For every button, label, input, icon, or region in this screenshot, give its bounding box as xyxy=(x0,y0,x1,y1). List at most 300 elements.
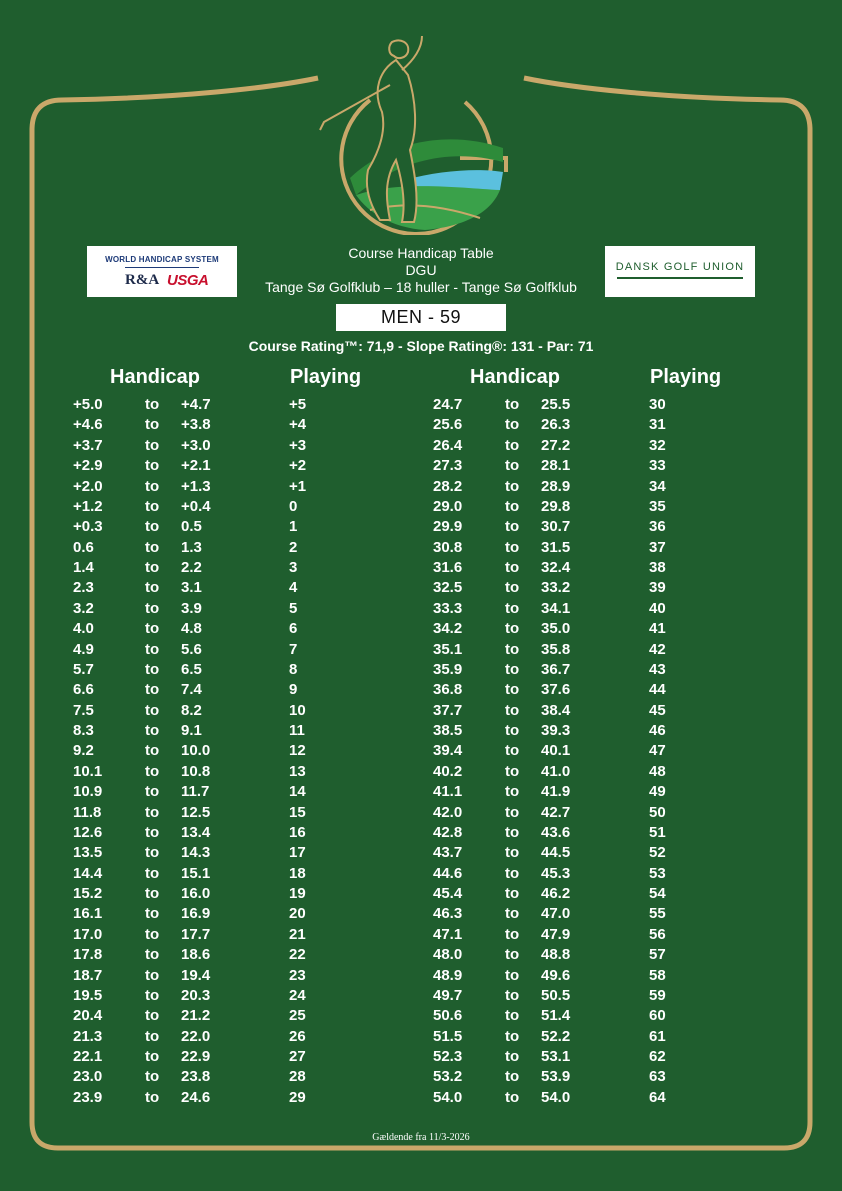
left-handicap-from: 4.0 xyxy=(73,620,94,638)
left-playing-value: 24 xyxy=(289,986,306,1004)
left-handicap-from: 17.8 xyxy=(73,946,103,964)
left-playing-value: 26 xyxy=(289,1027,306,1045)
right-playing-value: 41 xyxy=(649,620,666,638)
right-handicap-to: 43.6 xyxy=(541,823,571,841)
right-handicap-from: 46.3 xyxy=(433,905,463,923)
right-handicap-from: 43.7 xyxy=(433,844,463,862)
left-playing-value: 16 xyxy=(289,823,306,841)
left-handicap-from: 21.3 xyxy=(73,1027,103,1045)
right-to-label: to xyxy=(505,579,520,597)
table-row xyxy=(0,986,842,1006)
left-handicap-from: 14.4 xyxy=(73,864,103,882)
right-playing-value: 44 xyxy=(649,681,666,699)
left-handicap-to: 16.9 xyxy=(181,905,211,923)
right-handicap-from: 42.0 xyxy=(433,803,463,821)
right-playing-header: Playing xyxy=(650,366,722,388)
left-handicap-to: 4.8 xyxy=(181,620,202,638)
course-name: Tange Sø Golfklub – 18 huller - Tange Sø Golfklub xyxy=(265,279,577,295)
right-playing-value: 37 xyxy=(649,538,666,556)
right-to-label: to xyxy=(505,640,520,658)
right-playing-value: 42 xyxy=(649,640,666,658)
right-handicap-from: 26.4 xyxy=(433,436,463,454)
left-playing-value: 14 xyxy=(289,783,306,801)
right-handicap-from: 49.7 xyxy=(433,986,463,1004)
left-playing-value: 8 xyxy=(289,660,298,678)
table-row xyxy=(0,415,842,435)
right-playing-value: 53 xyxy=(649,864,666,882)
left-handicap-to: 11.7 xyxy=(181,783,210,801)
left-playing-value: 20 xyxy=(289,905,306,923)
right-handicap-from: 52.3 xyxy=(433,1048,463,1065)
right-playing-value: 64 xyxy=(649,1088,666,1106)
right-to-label: to xyxy=(505,559,520,576)
right-playing-value: 43 xyxy=(649,660,666,678)
right-playing-value: 57 xyxy=(649,946,666,964)
table-row xyxy=(0,497,842,517)
left-handicap-to: 3.1 xyxy=(181,579,202,597)
right-to-label: to xyxy=(505,599,520,617)
right-playing-value: 35 xyxy=(649,497,666,515)
left-handicap-from: 1.4 xyxy=(73,559,94,576)
right-handicap-from: 44.6 xyxy=(433,864,463,882)
table-row xyxy=(0,741,842,761)
left-playing-value: 11 xyxy=(289,722,305,739)
table-row xyxy=(0,477,842,497)
right-handicap-from: 38.5 xyxy=(433,722,463,739)
table-row xyxy=(0,721,842,741)
table-row xyxy=(0,640,842,660)
left-handicap-from: 19.5 xyxy=(73,986,103,1004)
right-handicap-from: 28.2 xyxy=(433,477,463,495)
right-handicap-from: 41.1 xyxy=(433,783,463,801)
left-handicap-from: 12.6 xyxy=(73,823,103,841)
right-playing-value: 48 xyxy=(649,762,666,780)
right-to-label: to xyxy=(505,518,520,536)
table-row xyxy=(0,1067,842,1087)
right-playing-value: 60 xyxy=(649,1007,666,1025)
usga-logo-text: USGA xyxy=(167,272,209,289)
left-to-label: to xyxy=(145,925,160,943)
right-handicap-header: Handicap xyxy=(470,366,561,388)
left-handicap-from: 6.6 xyxy=(73,681,94,699)
right-to-label: to xyxy=(505,660,520,678)
right-to-label: to xyxy=(505,864,520,882)
left-playing-value: 4 xyxy=(289,579,298,597)
left-to-label: to xyxy=(145,701,160,719)
right-handicap-from: 53.2 xyxy=(433,1068,463,1086)
left-handicap-to: 19.4 xyxy=(181,966,211,984)
left-to-label: to xyxy=(145,722,160,739)
left-playing-value: 2 xyxy=(289,538,298,556)
left-playing-value: 27 xyxy=(289,1048,306,1065)
left-to-label: to xyxy=(145,864,160,882)
right-playing-value: 49 xyxy=(649,783,666,801)
right-handicap-from: 30.8 xyxy=(433,538,463,556)
right-playing-value: 47 xyxy=(649,742,666,760)
left-handicap-header: Handicap xyxy=(110,366,201,388)
right-to-label: to xyxy=(505,396,520,413)
right-handicap-to: 27.2 xyxy=(541,436,571,454)
right-handicap-from: 50.6 xyxy=(433,1007,463,1025)
left-to-label: to xyxy=(145,559,160,576)
table-row xyxy=(0,884,842,904)
right-playing-value: 31 xyxy=(649,416,666,434)
table-row xyxy=(0,904,842,924)
right-handicap-to: 47.9 xyxy=(541,925,571,943)
table-row xyxy=(0,660,842,680)
right-handicap-to: 51.4 xyxy=(541,1007,571,1025)
right-to-label: to xyxy=(505,966,520,984)
left-to-label: to xyxy=(145,803,160,821)
left-playing-value: +3 xyxy=(289,436,307,454)
right-to-label: to xyxy=(505,497,520,515)
table-row xyxy=(0,558,842,578)
left-playing-value: 19 xyxy=(289,885,306,902)
left-handicap-from: 11.8 xyxy=(73,803,102,821)
right-handicap-to: 37.6 xyxy=(541,681,571,699)
left-to-label: to xyxy=(145,1068,160,1086)
right-handicap-from: 35.1 xyxy=(433,640,463,658)
left-to-label: to xyxy=(145,946,160,964)
whs-logo-divider xyxy=(125,267,199,268)
table-row xyxy=(0,803,842,823)
left-handicap-from: 23.9 xyxy=(73,1088,103,1106)
right-playing-value: 34 xyxy=(649,477,666,495)
left-handicap-to: 22.9 xyxy=(181,1048,211,1065)
right-playing-value: 45 xyxy=(649,701,666,719)
table-row xyxy=(0,578,842,598)
table-row xyxy=(0,456,842,476)
left-handicap-from: 15.2 xyxy=(73,885,103,902)
table-row xyxy=(0,864,842,884)
right-handicap-to: 47.0 xyxy=(541,905,571,923)
right-to-label: to xyxy=(505,477,520,495)
left-handicap-to: 10.0 xyxy=(181,742,211,760)
left-to-label: to xyxy=(145,986,160,1004)
left-to-label: to xyxy=(145,599,160,617)
left-handicap-from: +1.2 xyxy=(73,497,103,515)
left-handicap-to: 16.0 xyxy=(181,885,211,902)
left-playing-value: 9 xyxy=(289,681,298,699)
right-to-label: to xyxy=(505,885,520,902)
right-handicap-from: 51.5 xyxy=(433,1027,463,1045)
left-to-label: to xyxy=(145,823,160,841)
right-handicap-from: 45.4 xyxy=(433,885,463,902)
right-handicap-to: 32.4 xyxy=(541,559,571,576)
table-row xyxy=(0,599,842,619)
organization-name: DGU xyxy=(405,262,437,278)
table-row xyxy=(0,1088,842,1108)
right-handicap-to: 25.5 xyxy=(541,396,571,413)
right-to-label: to xyxy=(505,620,520,638)
right-handicap-from: 25.6 xyxy=(433,416,463,434)
right-handicap-from: 36.8 xyxy=(433,681,463,699)
right-handicap-to: 40.1 xyxy=(541,742,571,760)
right-playing-value: 38 xyxy=(649,559,666,576)
right-handicap-to: 49.6 xyxy=(541,966,571,984)
handicap-rows xyxy=(0,395,842,1108)
left-handicap-to: 6.5 xyxy=(181,660,202,678)
left-to-label: to xyxy=(145,681,160,699)
left-handicap-from: 4.9 xyxy=(73,640,94,658)
dansk-golf-union-logo xyxy=(605,246,755,297)
right-handicap-from: 35.9 xyxy=(433,660,463,678)
left-handicap-to: 7.4 xyxy=(181,681,202,699)
table-row xyxy=(0,1006,842,1026)
left-handicap-from: 23.0 xyxy=(73,1068,103,1086)
right-playing-value: 61 xyxy=(649,1027,666,1045)
left-handicap-from: +2.9 xyxy=(73,457,103,475)
left-to-label: to xyxy=(145,660,160,678)
left-to-label: to xyxy=(145,436,160,454)
left-handicap-from: 9.2 xyxy=(73,742,94,760)
table-title: Course Handicap Table xyxy=(348,245,494,261)
left-handicap-from: 13.5 xyxy=(73,844,103,862)
table-row xyxy=(0,823,842,843)
left-playing-value: 28 xyxy=(289,1068,306,1086)
right-playing-value: 55 xyxy=(649,905,666,923)
left-handicap-to: 5.6 xyxy=(181,640,202,658)
right-handicap-from: 32.5 xyxy=(433,579,463,597)
right-to-label: to xyxy=(505,986,520,1004)
table-row xyxy=(0,436,842,456)
left-playing-value: +2 xyxy=(289,457,307,475)
left-handicap-to: 13.4 xyxy=(181,823,211,841)
left-playing-value: 29 xyxy=(289,1088,306,1106)
dgu-logo-underline xyxy=(617,277,743,279)
right-playing-value: 54 xyxy=(649,885,666,902)
right-playing-value: 32 xyxy=(649,436,666,454)
right-playing-value: 56 xyxy=(649,925,666,943)
right-playing-value: 51 xyxy=(649,823,666,841)
left-to-label: to xyxy=(145,762,160,780)
left-handicap-to: 15.1 xyxy=(181,864,211,882)
right-playing-value: 63 xyxy=(649,1068,666,1086)
left-playing-value: 7 xyxy=(289,640,298,658)
left-handicap-to: 12.5 xyxy=(181,803,211,821)
table-row xyxy=(0,1047,842,1067)
left-handicap-to: +1.3 xyxy=(181,477,211,495)
table-row xyxy=(0,945,842,965)
left-handicap-from: +4.6 xyxy=(73,416,103,434)
valid-from-footer: Gældende fra 11/3-2026 xyxy=(372,1132,470,1143)
table-row xyxy=(0,762,842,782)
right-to-label: to xyxy=(505,946,520,964)
left-handicap-to: 21.2 xyxy=(181,1007,211,1025)
left-handicap-to: 3.9 xyxy=(181,599,202,617)
whs-logo-title: WORLD HANDICAP SYSTEM xyxy=(105,255,219,264)
left-playing-value: 12 xyxy=(289,742,306,760)
right-handicap-to: 35.8 xyxy=(541,640,571,658)
right-playing-value: 62 xyxy=(649,1048,666,1065)
left-to-label: to xyxy=(145,416,160,434)
right-to-label: to xyxy=(505,1027,520,1045)
left-handicap-from: 0.6 xyxy=(73,538,94,556)
right-handicap-from: 47.1 xyxy=(433,925,463,943)
left-to-label: to xyxy=(145,396,160,413)
left-handicap-to: +0.4 xyxy=(181,497,211,515)
right-to-label: to xyxy=(505,701,520,719)
left-playing-value: +5 xyxy=(289,396,307,413)
right-handicap-from: 48.0 xyxy=(433,946,463,964)
left-to-label: to xyxy=(145,518,160,536)
right-to-label: to xyxy=(505,457,520,475)
right-handicap-to: 50.5 xyxy=(541,986,571,1004)
left-playing-value: +4 xyxy=(289,416,307,434)
left-handicap-to: 9.1 xyxy=(181,722,202,739)
left-playing-value: +1 xyxy=(289,477,307,495)
left-handicap-from: 17.0 xyxy=(73,925,103,943)
left-handicap-from: +2.0 xyxy=(73,477,103,495)
right-to-label: to xyxy=(505,742,520,760)
left-handicap-from: 2.3 xyxy=(73,579,94,597)
left-handicap-from: 7.5 xyxy=(73,701,94,719)
left-handicap-to: 22.0 xyxy=(181,1027,211,1045)
right-handicap-to: 41.0 xyxy=(541,762,571,780)
left-handicap-from: +3.7 xyxy=(73,436,103,454)
table-row xyxy=(0,619,842,639)
table-row xyxy=(0,966,842,986)
dgu-logo-text: DANSK GOLF UNION xyxy=(615,261,745,273)
left-to-label: to xyxy=(145,742,160,760)
right-handicap-to: 26.3 xyxy=(541,416,571,434)
table-row xyxy=(0,395,842,415)
right-handicap-to: 28.1 xyxy=(541,457,571,475)
left-handicap-from: 3.2 xyxy=(73,599,94,617)
left-playing-value: 13 xyxy=(289,762,306,780)
left-playing-value: 10 xyxy=(289,701,306,719)
right-handicap-to: 53.1 xyxy=(541,1048,571,1065)
left-handicap-to: 10.8 xyxy=(181,762,211,780)
left-to-label: to xyxy=(145,640,160,658)
table-row xyxy=(0,925,842,945)
left-to-label: to xyxy=(145,885,160,902)
left-playing-value: 15 xyxy=(289,803,306,821)
left-playing-value: 18 xyxy=(289,864,306,882)
right-handicap-to: 46.2 xyxy=(541,885,571,902)
left-handicap-from: +0.3 xyxy=(73,518,103,536)
right-handicap-to: 30.7 xyxy=(541,518,571,536)
left-playing-header: Playing xyxy=(290,366,362,388)
left-handicap-to: +2.1 xyxy=(181,457,211,475)
right-to-label: to xyxy=(505,823,520,841)
right-to-label: to xyxy=(505,905,520,923)
right-handicap-from: 29.0 xyxy=(433,497,463,515)
left-handicap-to: 20.3 xyxy=(181,986,211,1004)
right-handicap-to: 54.0 xyxy=(541,1088,571,1106)
left-playing-value: 21 xyxy=(289,925,306,943)
left-to-label: to xyxy=(145,497,160,515)
left-handicap-to: 8.2 xyxy=(181,701,202,719)
left-handicap-to: 18.6 xyxy=(181,946,211,964)
left-playing-value: 23 xyxy=(289,966,306,984)
left-handicap-from: 22.1 xyxy=(73,1048,103,1065)
right-handicap-to: 45.3 xyxy=(541,864,571,882)
table-row xyxy=(0,1027,842,1047)
right-to-label: to xyxy=(505,1007,520,1025)
right-playing-value: 46 xyxy=(649,722,666,739)
left-to-label: to xyxy=(145,620,160,638)
left-playing-value: 3 xyxy=(289,559,298,576)
left-handicap-to: 24.6 xyxy=(181,1088,211,1106)
right-handicap-from: 31.6 xyxy=(433,559,463,576)
left-playing-value: 5 xyxy=(289,599,298,617)
right-handicap-to: 39.3 xyxy=(541,722,571,739)
left-handicap-to: +4.7 xyxy=(181,396,211,413)
left-handicap-from: 20.4 xyxy=(73,1007,103,1025)
right-to-label: to xyxy=(505,1088,520,1106)
right-playing-value: 58 xyxy=(649,966,666,984)
left-to-label: to xyxy=(145,1048,160,1065)
left-to-label: to xyxy=(145,457,160,475)
right-playing-value: 52 xyxy=(649,844,666,862)
left-playing-value: 0 xyxy=(289,497,298,515)
right-playing-value: 50 xyxy=(649,803,666,821)
right-to-label: to xyxy=(505,783,520,801)
right-handicap-from: 54.0 xyxy=(433,1088,463,1106)
right-handicap-from: 39.4 xyxy=(433,742,463,760)
left-to-label: to xyxy=(145,905,160,923)
right-handicap-from: 27.3 xyxy=(433,457,463,475)
right-handicap-from: 24.7 xyxy=(433,396,463,413)
right-to-label: to xyxy=(505,538,520,556)
right-handicap-from: 29.9 xyxy=(433,518,463,536)
left-handicap-from: 10.1 xyxy=(73,762,103,780)
left-playing-value: 6 xyxy=(289,620,298,638)
table-row xyxy=(0,843,842,863)
left-handicap-to: 14.3 xyxy=(181,844,211,862)
right-handicap-to: 33.2 xyxy=(541,579,571,597)
right-playing-value: 59 xyxy=(649,986,666,1004)
tee-category-badge: MEN - 59 xyxy=(336,304,506,331)
right-handicap-from: 34.2 xyxy=(433,620,463,638)
right-handicap-to: 48.8 xyxy=(541,946,571,964)
left-handicap-from: 5.7 xyxy=(73,660,94,678)
right-to-label: to xyxy=(505,1068,520,1086)
course-rating-line: Course Rating™: 71,9 - Slope Rating®: 131 - Par: 71 xyxy=(248,338,594,354)
left-handicap-to: 2.2 xyxy=(181,559,202,576)
left-handicap-to: 23.8 xyxy=(181,1068,211,1086)
left-to-label: to xyxy=(145,477,160,495)
right-handicap-from: 42.8 xyxy=(433,823,463,841)
left-to-label: to xyxy=(145,538,160,556)
left-playing-value: 17 xyxy=(289,844,306,862)
right-handicap-to: 53.9 xyxy=(541,1068,571,1086)
left-handicap-from: 10.9 xyxy=(73,783,103,801)
left-to-label: to xyxy=(145,1027,160,1045)
right-handicap-from: 40.2 xyxy=(433,762,463,780)
left-to-label: to xyxy=(145,1007,160,1025)
left-to-label: to xyxy=(145,1088,160,1106)
right-playing-value: 40 xyxy=(649,599,666,617)
right-handicap-from: 37.7 xyxy=(433,701,463,719)
right-handicap-to: 41.9 xyxy=(541,783,571,801)
left-playing-value: 22 xyxy=(289,946,306,964)
right-handicap-to: 35.0 xyxy=(541,620,571,638)
left-to-label: to xyxy=(145,783,160,801)
right-playing-value: 33 xyxy=(649,457,666,475)
right-to-label: to xyxy=(505,925,520,943)
right-handicap-to: 52.2 xyxy=(541,1027,571,1045)
right-to-label: to xyxy=(505,436,520,454)
left-handicap-from: 16.1 xyxy=(73,905,103,923)
left-playing-value: 25 xyxy=(289,1007,306,1025)
golfer-emblem-icon xyxy=(310,30,520,235)
table-row xyxy=(0,538,842,558)
right-playing-value: 30 xyxy=(649,396,666,413)
right-handicap-to: 44.5 xyxy=(541,844,571,862)
table-row xyxy=(0,517,842,537)
